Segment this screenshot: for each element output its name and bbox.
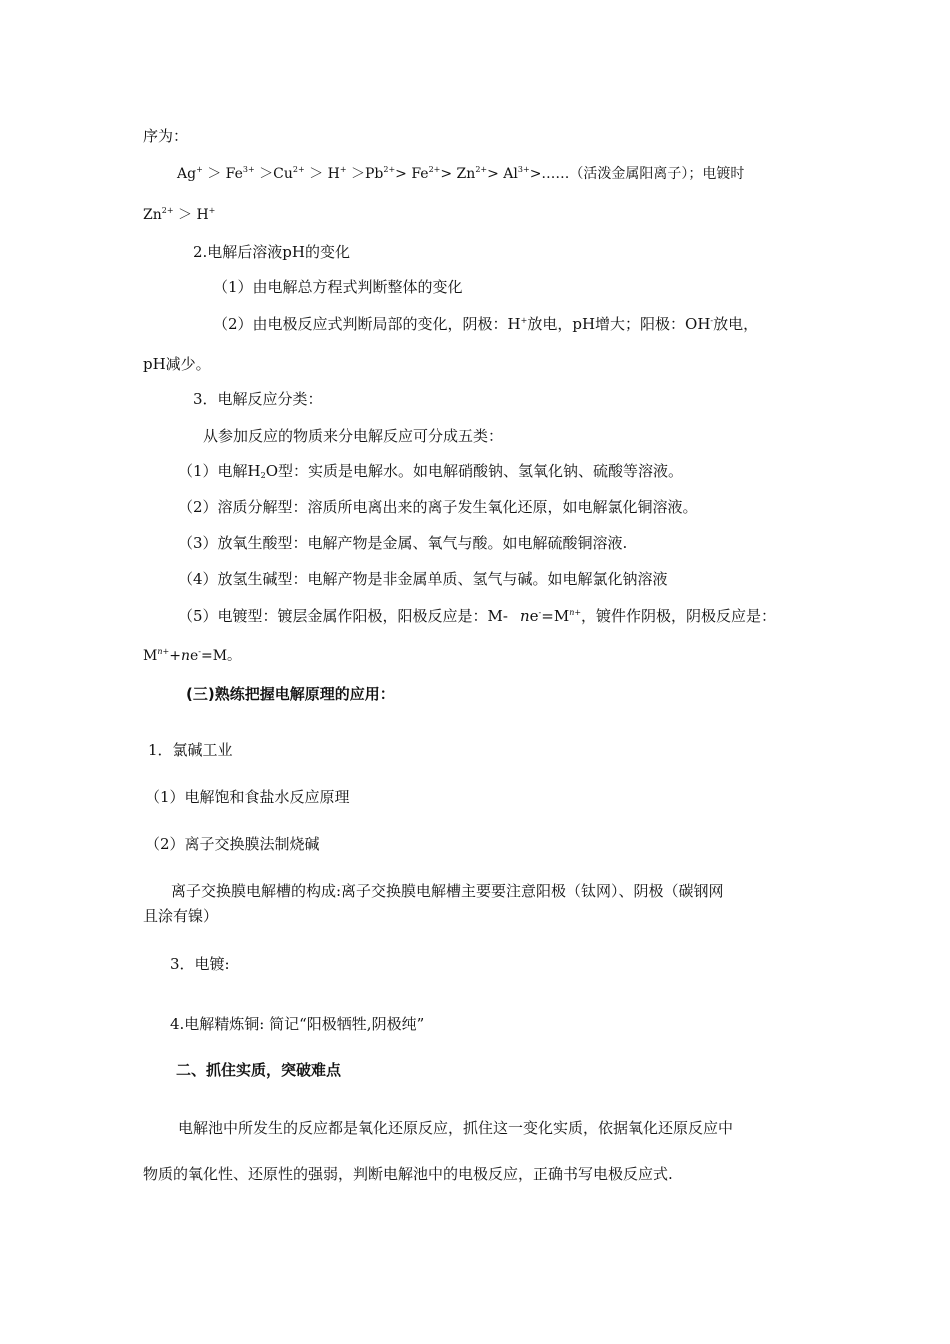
section-two-para-2: 物质的氧化性、还原性的强弱，判断电解池中的电极反应，正确书写电极反应式. [143, 1165, 673, 1183]
class-item-1-b: O型：实质是电解水。如电解硝酸钠、氢氧化钠、硫酸等溶液。 [265, 462, 684, 480]
heading-classification: 3．电解反应分类： [193, 390, 323, 408]
class-item-5-cont-b: =M。 [200, 648, 242, 664]
line-1: 序为： [143, 127, 189, 145]
cation-order-tail: ……（活泼金属阳离子）；电镀时 [541, 166, 745, 182]
class-item-5-c: ，镀件作阴极，阴极反应是： [581, 607, 777, 625]
ph-item-2: （2）由电极反应式判断局部的变化，阴极：H+放电，pH增大；阳极：OH-放电， [213, 315, 759, 333]
class-item-1-a: （1）电解H [178, 462, 261, 480]
app-1: 1．氯碱工业 [148, 741, 233, 759]
class-item-4: （4）放氢生碱型：电解产物是非金属单质、氢气与碱。如电解氯化钠溶液 [178, 570, 668, 588]
classification-intro: 从参加反应的物质来分电解反应可分成五类： [203, 427, 504, 445]
ph-item-2-a: （2）由电极反应式判断局部的变化，阴极：H [213, 315, 521, 333]
class-item-2: （2）溶质分解型：溶质所电离出来的离子发生氧化还原，如电解氯化铜溶液。 [178, 498, 698, 516]
ph-item-2-c: 放电， [713, 315, 759, 333]
class-item-5-a: （5）电镀型：镀层金属作阳极，阳极反应是：M- [178, 607, 508, 625]
heading-ph-change: 2.电解后溶液pH的变化 [193, 243, 350, 261]
section-two-heading: 二、抓住实质，突破难点 [176, 1061, 342, 1079]
ph-item-2-cont: pH减少。 [143, 355, 211, 373]
app-3: 3．电镀: [170, 955, 230, 973]
class-item-5-cont: $M^{n+}+ne^-=M$。 [143, 647, 242, 664]
app-4: 4.电解精炼铜: 简记“阳极牺牲,阴极纯” [170, 1015, 425, 1033]
class-item-5: （5）电镀型：镀层金属作阳极，阳极反应是：M- $ne^-=M^{n+}$，镀件作阴极，阴极反应是： [178, 607, 777, 625]
membrane-cell-desc-cont: 且涂有镍） [143, 907, 219, 925]
class-item-1: （1）电解$H_2O$型：实质是电解水。如电解硝酸钠、氢氧化钠、硫酸等溶液。 [178, 462, 684, 480]
cation-order-line: $Ag^+ > Fe^{3+} >Cu^{2+} > H^+ >Pb^{2+}> Fe^{2+}> Zn^{2+}>$ $Al^{3+}>\dots\dots$（活泼金属阳离子）；电镀时 [177, 165, 745, 182]
app-1-item-1: （1）电解饱和食盐水反应原理 [145, 788, 350, 806]
membrane-cell-desc: 离子交换膜电解槽的构成:离子交换膜电解槽主要要注意阳极（钛网）、阴极（碳钢网 [171, 882, 724, 900]
class-item-5-b: =M [541, 607, 570, 625]
section-two-para-1: 电解池中所发生的反应都是氧化还原反应，抓住这一变化实质，依据氧化还原反应中 [178, 1119, 734, 1137]
electroplate-order-line: $Zn^{2+} > H^+$ [143, 206, 216, 223]
app-1-item-2: （2）离子交换膜法制烧碱 [145, 835, 320, 853]
heading-applications: (三)熟练把握电解原理的应用： [186, 685, 395, 703]
ph-item-2-b: 放电，pH增大；阳极：OH [527, 315, 711, 333]
class-item-3: （3）放氧生酸型：电解产物是金属、氧气与酸。如电解硫酸铜溶液. [178, 534, 628, 552]
ph-item-1: （1）由电解总方程式判断整体的变化 [213, 278, 463, 296]
